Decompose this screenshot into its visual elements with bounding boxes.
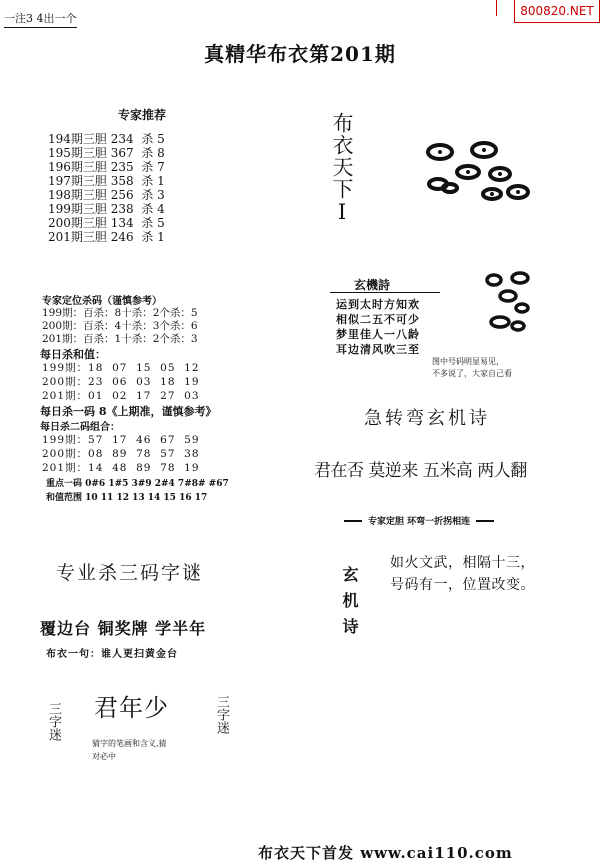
riddle-vertical-left: 三字迷 xyxy=(46,702,61,741)
recommend-row: 194期三胆 234 杀 5 xyxy=(48,132,165,146)
riddle-vertical-right: 三字迷 xyxy=(214,695,229,734)
riddle-note: 对必中 xyxy=(92,752,116,761)
position-kill-row: 201期：百杀：1十杀：2个杀：3 xyxy=(42,333,198,345)
riddle-note: 猜字的笔画和含义,猜 xyxy=(92,739,167,748)
kill-two-row: 201期：14 48 89 78 19 xyxy=(42,462,200,474)
recommend-row: 196期三胆 235 杀 7 xyxy=(48,160,165,174)
xuanji-text-line: 号码有一，位置改变。 xyxy=(390,577,535,593)
image-note: 不多说了，大家自己看 xyxy=(432,369,512,378)
xuanji-poem-line: 相似二五不可少 xyxy=(336,313,420,326)
xuanji-poem-line: 耳边清风吹三至 xyxy=(336,343,420,356)
dash-icon xyxy=(476,520,494,522)
sum-kill-title: 每日杀和值： xyxy=(40,348,106,361)
page-title: 真精华布衣第201期 xyxy=(204,42,396,66)
dash-icon xyxy=(344,520,362,522)
recommend-row: 200期三胆 134 杀 5 xyxy=(48,216,165,230)
position-kill-title: 专家定位杀码（谨慎参考） xyxy=(42,296,162,307)
riddle-line: 布衣一句：谁人更扫黄金台 xyxy=(46,649,178,660)
recommend-row: 198期三胆 256 杀 3 xyxy=(48,188,165,202)
expert-bar-text: 专家定胆 环弯一折拐相连 xyxy=(368,517,471,527)
sum-kill-row: 199期：18 07 15 05 12 xyxy=(42,362,200,374)
position-kill-row: 200期：百杀：4十杀：3个杀：6 xyxy=(42,320,198,332)
position-kill-row: 199期：百杀：8十杀：2个杀：5 xyxy=(42,307,198,319)
sum-kill-row: 200期：23 06 03 18 19 xyxy=(42,376,200,388)
dice-puzzle-image-2 xyxy=(470,268,560,338)
kill-one-code: 每日杀一码 8《上期准，谨慎参考》 xyxy=(40,405,217,418)
divider xyxy=(496,0,497,16)
kill-two-row: 199期：57 17 46 67 59 xyxy=(42,434,200,446)
riddle-heading: 专业杀三码字谜 xyxy=(56,562,204,584)
recommend-title: 专家推荐 xyxy=(117,108,166,122)
expert-bar xyxy=(344,514,544,527)
xuanji-text-line: 如火文武，相隔十三， xyxy=(390,555,535,571)
top-note: 一注3 4出一个 xyxy=(4,10,77,28)
riddle-clue: 覆边台 铜奖牌 学半年 xyxy=(40,619,207,638)
kill-two-row: 200期：08 89 78 57 38 xyxy=(42,448,200,460)
recommend-row: 199期三胆 238 杀 4 xyxy=(48,202,165,216)
sudden-turn-heading: 急转弯玄机诗 xyxy=(364,408,490,429)
recommend-row: 197期三胆 358 杀 1 xyxy=(48,174,165,188)
recommend-row: 195期三胆 367 杀 8 xyxy=(48,146,165,160)
image-note: 图中号码明显易见， xyxy=(432,357,504,366)
footer-link[interactable]: 布衣天下首发 www.cai110.com xyxy=(258,844,513,862)
sum-kill-row: 201期：01 02 17 27 03 xyxy=(42,390,200,402)
sum-range-row: 和值范围 10 11 12 13 14 15 16 17 xyxy=(46,493,208,503)
xuanji-vertical-title: 玄机诗 xyxy=(340,566,359,644)
sudden-turn-line: 君在否 莫逆来 五米高 两人翻 xyxy=(314,461,527,481)
xuanji-poem-line: 梦里佳人一八龄 xyxy=(336,328,420,341)
riddle-main-word: 君年少 xyxy=(94,694,169,722)
xuanji-poem-line: 运到太时方知欢 xyxy=(336,298,420,311)
bu-yi-title: 布衣天下I xyxy=(330,112,354,225)
xuanji-poem-title: 玄機詩 xyxy=(354,278,391,292)
recommend-row: 201期三胆 246 杀 1 xyxy=(48,230,165,244)
kill-two-title: 每日杀二码组合： xyxy=(40,422,120,433)
focus-code-row: 重点一码 0#6 1#5 3#9 2#4 7#8# #67 xyxy=(46,479,229,489)
watermark-badge[interactable]: 800820.NET xyxy=(514,0,600,23)
